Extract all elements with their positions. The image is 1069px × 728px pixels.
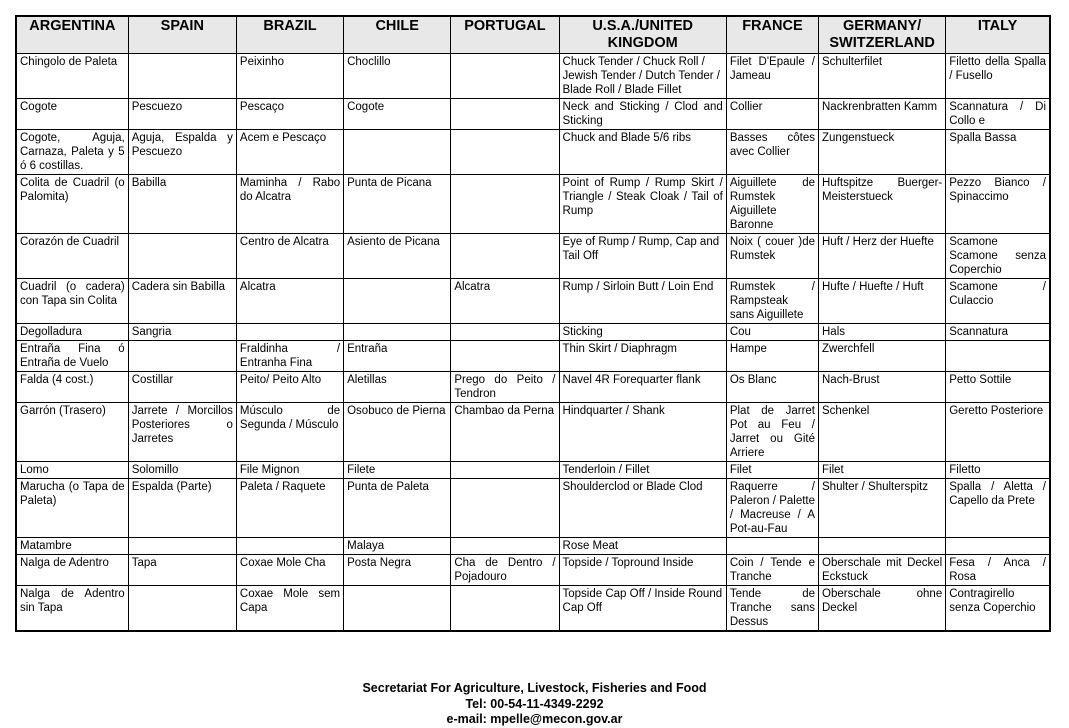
table-cell: Corazón de Cuadril — [16, 234, 128, 279]
footer — [0, 681, 1069, 728]
table-cell: Shoulderclod or Blade Clod — [559, 479, 726, 538]
table-cell: Geretto Posteriore — [946, 403, 1050, 462]
table-cell: Cogote — [16, 99, 128, 130]
table-cell: Peixinho — [236, 54, 343, 99]
table-cell — [451, 324, 559, 341]
table-cell: Posta Negra — [344, 555, 451, 586]
table-cell: Coin / Tende e Tranche — [726, 555, 818, 586]
table-cell — [451, 586, 559, 632]
table-cell: Os Blanc — [726, 372, 818, 403]
table-cell: Acem e Pescaço — [236, 130, 343, 175]
table-cell: Tapa — [128, 555, 236, 586]
table-cell: Topside Cap Off / Inside Round Cap Off — [559, 586, 726, 632]
table-body — [16, 54, 1050, 632]
table-cell: Garrón (Trasero) — [16, 403, 128, 462]
table-row — [16, 372, 1050, 403]
footer-organization: Secretariat For Agriculture, Livestock, Fisheries and Food — [362, 681, 707, 695]
table-cell: Rump / Sirloin Butt / Loin End — [559, 279, 726, 324]
table-cell: Shulter / Shulterspitz — [819, 479, 946, 538]
table-cell: Scannatura / Di Collo e — [946, 99, 1050, 130]
table-cell — [451, 234, 559, 279]
table-cell — [128, 341, 236, 372]
table-cell: Oberschale ohne Deckel — [819, 586, 946, 632]
table-cell: Músculo de Segunda / Músculo — [236, 403, 343, 462]
table-cell: Punta de Picana — [344, 175, 451, 234]
table-cell: Plat de Jarret Pot au Feu / Jarret ou Gité Arriere — [726, 403, 818, 462]
table-cell — [451, 99, 559, 130]
table-cell — [344, 130, 451, 175]
table-cell: Scamone / Culaccio — [946, 279, 1050, 324]
table-cell: Hindquarter / Shank — [559, 403, 726, 462]
table-cell — [726, 538, 818, 555]
table-cell: Coxae Mole Cha — [236, 555, 343, 586]
table-row — [16, 479, 1050, 538]
table-cell: Falda (4 cost.) — [16, 372, 128, 403]
footer-telephone: Tel: 00-54-11-4349-2292 — [465, 696, 604, 711]
table-cell: Basses côtes avec Collier — [726, 130, 818, 175]
table-cell: Aletillas — [344, 372, 451, 403]
table-cell: Hals — [819, 324, 946, 341]
table-cell: Entraña — [344, 341, 451, 372]
table-cell — [128, 538, 236, 555]
table-cell: File Mignon — [236, 462, 343, 479]
table-cell: Choclillo — [344, 54, 451, 99]
table-cell: Filet — [819, 462, 946, 479]
table-cell: Raquerre / Paleron / Palette / Macreuse / A Pot-au-Fau — [726, 479, 818, 538]
table-cell: Filetto — [946, 462, 1050, 479]
table-cell — [451, 341, 559, 372]
table-cell — [128, 234, 236, 279]
table-cell: Noix ( couer )de Rumstek — [726, 234, 818, 279]
column-header: SPAIN — [128, 16, 236, 54]
table-cell: Scamone Scamone senza Coperchio — [946, 234, 1050, 279]
table-cell: Hampe — [726, 341, 818, 372]
table-cell: Hufte / Huefte / Huft — [819, 279, 946, 324]
table-cell: Pescuezo — [128, 99, 236, 130]
table-cell: Cha de Dentro / Pojadouro — [451, 555, 559, 586]
table-cell: Rumstek / Rampsteak sans Aiguillete — [726, 279, 818, 324]
table-cell: Scannatura — [946, 324, 1050, 341]
table-row — [16, 279, 1050, 324]
table-cell — [344, 279, 451, 324]
table-row — [16, 538, 1050, 555]
table-cell: Nalga de Adentro — [16, 555, 128, 586]
table-cell: Maminha / Rabo do Alcatra — [236, 175, 343, 234]
beef-cuts-table — [15, 15, 1051, 632]
table-cell: Filete — [344, 462, 451, 479]
table-cell: Cou — [726, 324, 818, 341]
table-cell: Babilla — [128, 175, 236, 234]
table-cell: Sticking — [559, 324, 726, 341]
table-cell: Paleta / Raquete — [236, 479, 343, 538]
table-cell — [451, 54, 559, 99]
table-cell: Asiento de Picana — [344, 234, 451, 279]
table-cell: Navel 4R Forequarter flank — [559, 372, 726, 403]
table-cell: Chingolo de Paleta — [16, 54, 128, 99]
table-cell — [819, 538, 946, 555]
table-cell: Centro de Alcatra — [236, 234, 343, 279]
table-cell — [344, 586, 451, 632]
table-cell: Schulterfilet — [819, 54, 946, 99]
table-cell: Fesa / Anca / Rosa — [946, 555, 1050, 586]
table-cell — [344, 324, 451, 341]
table-cell: Tende de Tranche sans Dessus — [726, 586, 818, 632]
table-row — [16, 175, 1050, 234]
table-row — [16, 555, 1050, 586]
table-cell: Colita de Cuadril (o Palomita) — [16, 175, 128, 234]
table-cell: Zungenstueck — [819, 130, 946, 175]
table-cell: Cadera sin Babilla — [128, 279, 236, 324]
header-row — [16, 16, 1050, 54]
table-cell: Nackrenbratten Kamm — [819, 99, 946, 130]
table-row — [16, 341, 1050, 372]
table-cell — [128, 54, 236, 99]
table-cell: Neck and Sticking / Clod and Sticking — [559, 99, 726, 130]
table-cell: Chuck Tender / Chuck Roll / Jewish Tender / Dutch Tender / Blade Roll / Blade Fillet — [559, 54, 726, 99]
table-row — [16, 54, 1050, 99]
table-cell: Cogote, Aguja, Carnaza, Paleta y 5 ó 6 costillas. — [16, 130, 128, 175]
table-cell: Huft / Herz der Huefte — [819, 234, 946, 279]
table-cell: Solomillo — [128, 462, 236, 479]
column-header: U.S.A./UNITED KINGDOM — [559, 16, 726, 54]
table-row — [16, 462, 1050, 479]
table-cell: Lomo — [16, 462, 128, 479]
table-cell: Espalda (Parte) — [128, 479, 236, 538]
table-cell: Entraña Fina ó Entraña de Vuelo — [16, 341, 128, 372]
table-cell: Filet D'Epaule / Jameau — [726, 54, 818, 99]
table-cell — [451, 538, 559, 555]
table-cell: Chuck and Blade 5/6 ribs — [559, 130, 726, 175]
table-cell: Costillar — [128, 372, 236, 403]
table-cell: Oberschale mit Deckel Eckstuck — [819, 555, 946, 586]
table-cell: Jarrete / Morcillos Posteriores o Jarretes — [128, 403, 236, 462]
table-cell — [128, 586, 236, 632]
table-cell: Topside / Topround Inside — [559, 555, 726, 586]
table-cell: Spalla / Aletta / Capello da Prete — [946, 479, 1050, 538]
table-cell: Nach-Brust — [819, 372, 946, 403]
table-cell — [451, 462, 559, 479]
table-cell: Osobuco de Pierna — [344, 403, 451, 462]
table-cell: Alcatra — [236, 279, 343, 324]
table-row — [16, 234, 1050, 279]
table-cell: Filetto della Spalla / Fusello — [946, 54, 1050, 99]
column-header: ARGENTINA — [16, 16, 128, 54]
column-header: ITALY — [946, 16, 1050, 54]
table-cell: Alcatra — [451, 279, 559, 324]
table-row — [16, 324, 1050, 341]
table-cell: Point of Rump / Rump Skirt / Triangle / Steak Cloak / Tail of Rump — [559, 175, 726, 234]
column-header: GERMANY/ SWITZERLAND — [819, 16, 946, 54]
table-cell — [236, 324, 343, 341]
table-cell: Peito/ Peito Alto — [236, 372, 343, 403]
column-header: BRAZIL — [236, 16, 343, 54]
table-row — [16, 403, 1050, 462]
table-cell: Zwerchfell — [819, 341, 946, 372]
table-row — [16, 130, 1050, 175]
table-cell: Fraldinha / Entranha Fina — [236, 341, 343, 372]
table-cell: Tenderloin / Fillet — [559, 462, 726, 479]
table-cell: Spalla Bassa — [946, 130, 1050, 175]
table-cell: Thin Skirt / Diaphragm — [559, 341, 726, 372]
table-cell: Schenkel — [819, 403, 946, 462]
table-cell: Malaya — [344, 538, 451, 555]
table-cell: Cuadril (o cadera) con Tapa sin Colita — [16, 279, 128, 324]
table-cell: Aiguillete de Rumstek Aiguillete Baronne — [726, 175, 818, 234]
table-cell: Matambre — [16, 538, 128, 555]
table-cell: Pescaço — [236, 99, 343, 130]
table-cell: Punta de Paleta — [344, 479, 451, 538]
table-cell: Eye of Rump / Rump, Cap and Tail Off — [559, 234, 726, 279]
column-header: PORTUGAL — [451, 16, 559, 54]
table-cell: Rose Meat — [559, 538, 726, 555]
table-cell: Prego do Peito / Tendron — [451, 372, 559, 403]
table-cell — [451, 479, 559, 538]
table-cell: Coxae Mole sem Capa — [236, 586, 343, 632]
table-cell: Degolladura — [16, 324, 128, 341]
table-cell: Marucha (o Tapa de Paleta) — [16, 479, 128, 538]
table-cell — [451, 175, 559, 234]
table-cell — [946, 538, 1050, 555]
table-cell — [946, 341, 1050, 372]
table-cell — [451, 130, 559, 175]
table-cell: Petto Sottile — [946, 372, 1050, 403]
table-cell: Contragirello senza Coperchio — [946, 586, 1050, 632]
table-cell: Cogote — [344, 99, 451, 130]
footer-email: e-mail: mpelle@mecon.gov.ar — [446, 712, 623, 726]
column-header: CHILE — [344, 16, 451, 54]
table-cell: Aguja, Espalda y Pescuezo — [128, 130, 236, 175]
table-cell: Huftspitze Buerger-Meisterstueck — [819, 175, 946, 234]
table-cell: Nalga de Adentro sin Tapa — [16, 586, 128, 632]
table-cell: Chambao da Perna — [451, 403, 559, 462]
column-header: FRANCE — [726, 16, 818, 54]
table-cell — [236, 538, 343, 555]
table-cell: Collier — [726, 99, 818, 130]
table-cell: Sangria — [128, 324, 236, 341]
table-row — [16, 99, 1050, 130]
table-cell: Pezzo Bianco / Spinaccimo — [946, 175, 1050, 234]
table-cell: Filet — [726, 462, 818, 479]
table-row — [16, 586, 1050, 632]
